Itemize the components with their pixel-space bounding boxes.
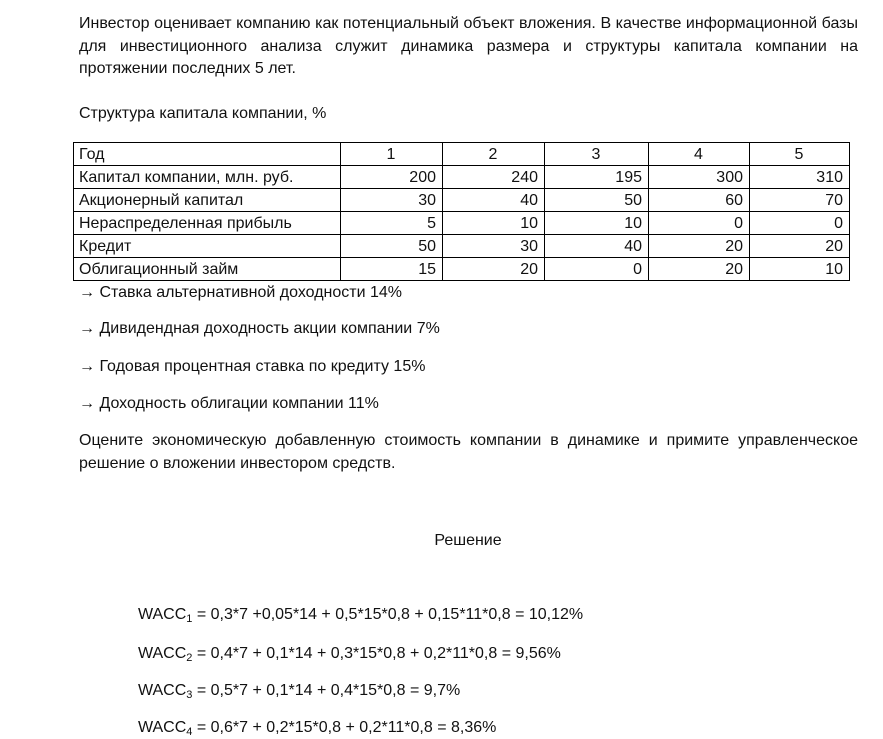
header-cell: 5: [750, 143, 850, 166]
table-cell: 60: [649, 189, 750, 212]
table-cell: 240: [443, 166, 545, 189]
table-cell: 5: [341, 212, 443, 235]
table-cell: 30: [443, 235, 545, 258]
formula-expression: = 0,4*7 + 0,1*14 + 0,3*15*0,8 + 0,2*11*0,8 = 9,56%: [192, 645, 561, 662]
bullet-item: → Годовая процентная ставка по кредиту 15%: [79, 358, 426, 375]
table-cell: 30: [341, 189, 443, 212]
row-label: Акционерный капитал: [74, 189, 341, 212]
table-cell: 200: [341, 166, 443, 189]
formula-line: [138, 643, 561, 665]
formula-expression: = 0,5*7 + 0,1*14 + 0,4*15*0,8 = 9,7%: [192, 682, 461, 699]
formula-line: [138, 680, 460, 702]
table-row: [74, 189, 850, 212]
formula-index: 1: [186, 613, 193, 625]
formula-index: 2: [186, 652, 193, 664]
table-cell: 0: [649, 212, 750, 235]
table-cell: 195: [545, 166, 649, 189]
bullet-item: → Доходность облигации компании 11%: [79, 395, 379, 412]
formula-prefix: WACC: [138, 719, 187, 736]
bullet-item: → Ставка альтернативной доходности 14%: [79, 284, 402, 301]
capital-structure-table: [73, 142, 850, 281]
table-cell: 40: [545, 235, 649, 258]
table-header-row: [74, 143, 850, 166]
table-cell: 50: [341, 235, 443, 258]
table-cell: 70: [750, 189, 850, 212]
formula-line: [138, 604, 583, 626]
row-label: Облигационный займ: [74, 258, 341, 281]
header-cell: 4: [649, 143, 750, 166]
table-cell: 10: [443, 212, 545, 235]
row-label: Капитал компании, млн. руб.: [74, 166, 341, 189]
header-cell: Год: [74, 143, 341, 166]
table-title: Структура капитала компании, %: [79, 105, 327, 122]
row-label: Кредит: [74, 235, 341, 258]
solution-heading: Решение: [434, 532, 502, 549]
table-cell: 300: [649, 166, 750, 189]
intro-paragraph: Инвестор оценивает компанию как потенциальный объект вложения. В качестве информационной базы для инвестиционного анализа служит динамика размера и структуры капитала компании на протяжении последних 5 лет.: [79, 15, 858, 77]
formula-index: 3: [186, 689, 193, 701]
table-cell: 15: [341, 258, 443, 281]
row-label: Нераспределенная прибыль: [74, 212, 341, 235]
table-row: [74, 166, 850, 189]
formula-prefix: WACC: [138, 682, 187, 699]
table-cell: 10: [750, 258, 850, 281]
table-cell: 310: [750, 166, 850, 189]
header-cell: 1: [341, 143, 443, 166]
header-cell: 2: [443, 143, 545, 166]
table-row: [74, 258, 850, 281]
formula-prefix: WACC: [138, 606, 187, 623]
table-cell: 0: [750, 212, 850, 235]
header-cell: 3: [545, 143, 649, 166]
formula-expression: = 0,6*7 + 0,2*15*0,8 + 0,2*11*0,8 = 8,36%: [192, 719, 497, 736]
table-cell: 0: [545, 258, 649, 281]
formula-expression: = 0,3*7 +0,05*14 + 0,5*15*0,8 + 0,15*11*0,8 = 10,12%: [192, 606, 584, 623]
table-row: [74, 212, 850, 235]
table-cell: 10: [545, 212, 649, 235]
table-cell: 40: [443, 189, 545, 212]
table-cell: 20: [443, 258, 545, 281]
formula-prefix: WACC: [138, 645, 187, 662]
table-cell: 20: [750, 235, 850, 258]
task-paragraph: Оцените экономическую добавленную стоимость компании в динамике и примите управленческое решение о вложении инвестором средств.: [79, 432, 858, 472]
table-row: [74, 235, 850, 258]
table-cell: 20: [649, 258, 750, 281]
formula-index: 4: [186, 726, 193, 738]
formula-line: [138, 717, 496, 739]
table-cell: 20: [649, 235, 750, 258]
table-cell: 50: [545, 189, 649, 212]
bullet-item: → Дивидендная доходность акции компании 7%: [79, 320, 440, 337]
